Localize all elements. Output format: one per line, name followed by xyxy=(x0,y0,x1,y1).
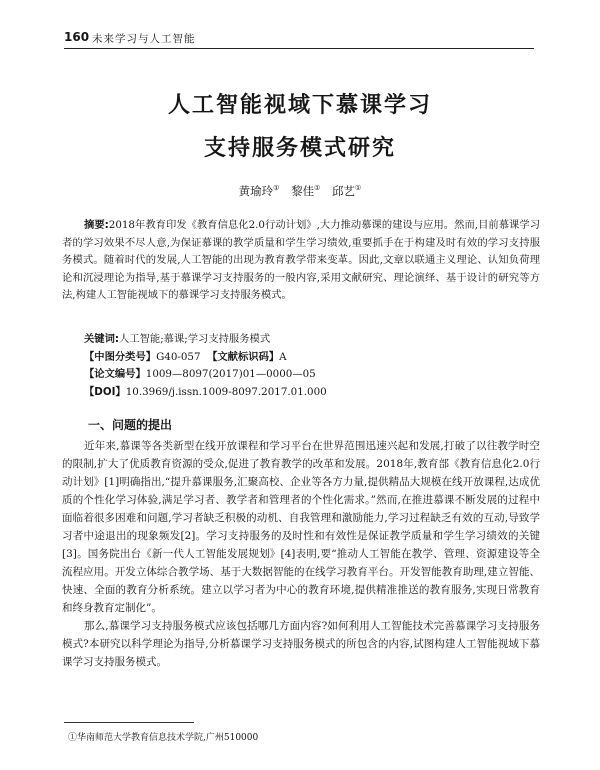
doc-code-label: 【文献标识码】 xyxy=(207,350,280,363)
author-name: 邱艺 xyxy=(332,184,356,198)
author-mark: ① xyxy=(355,184,362,193)
doi-label: 【DOI】 xyxy=(84,385,126,398)
abstract-label: 摘要: xyxy=(84,219,109,231)
author-name: 黎佳 xyxy=(291,184,315,198)
section-body xyxy=(62,437,540,671)
running-head xyxy=(64,30,534,49)
doi-value: 10.3969/j.issn.1009-8097.2017.01.000 xyxy=(125,385,327,398)
section-heading: 一、问题的提出 xyxy=(88,418,173,432)
article-metadata xyxy=(84,331,327,401)
journal-name: 未来学习与人工智能 xyxy=(92,33,196,45)
article-number-label: 【论文编号】 xyxy=(84,368,146,380)
doc-code-value: A xyxy=(279,350,287,363)
author-list xyxy=(0,183,600,199)
abstract xyxy=(62,217,540,305)
classification-value: G40-057 xyxy=(156,350,201,363)
doi-line xyxy=(84,384,327,402)
classification-label: 【中图分类号】 xyxy=(84,350,157,363)
keywords-label: 关键词: xyxy=(84,333,120,345)
body-paragraph: 那么,慕课学习支持服务模式应该包括哪几方面内容?如何利用人工智能技术完善慕课学习支持服务模式?本研究以科学理论为指导,分析慕课学习支持服务模式的所包含的内容,试图构建人工智能视域下慕课学习支持服务模式。 xyxy=(62,620,540,668)
keywords-text: 人工智能;慕课;学习支持服务模式 xyxy=(119,333,271,345)
keywords-line xyxy=(84,331,327,349)
paper-title-line1: 人工智能视域下慕课学习 xyxy=(167,93,432,118)
article-number-line xyxy=(84,366,327,384)
footnote: ①华南师范大学教育信息技术学院,广州510000 xyxy=(68,733,259,743)
author-mark: ① xyxy=(273,184,280,193)
classification-line xyxy=(84,349,327,367)
body-paragraph: 近年来,慕课等各类新型在线开放课程和学习平台在世界范围迅速兴起和发展,打破了以往教学时空的限制,扩大了优质教育资源的受众,促进了教育教学的改革和发展。2018年,教育部《教育信息化2.0行动计划》[1]明确指出,“提升慕课服务,汇聚高校、企业等各方力量,提供精品大规模在线开放课程,达成优质的个性化学习体验,满足学习者、教学者和管理者的个性化需求。”然而,在推进慕课不断发展的过程中面临着很多困难和问题,学习者缺乏积极的动机、自我管理和激励能力,学习过程缺乏有效的互动,导致学习者中途退出的现象频发[2]。学习支持服务的及时性和有效性是保证教学质量和学生学习绩效的关键[3]。国务院出台《新一代人工智能发展规划》[4]表明,要“推动人工智能在教学、管理、资源建设等全流程应用。开发立体综合教学场、基于大数据智能的在线学习教育平台。开发智能教育助理,建立智能、快速、全面的教育分析系统。建立以学习者为中心的教育环境,提供精准推送的教育服务,实现日常教育和终身教育定制化”。 xyxy=(62,440,540,614)
paper-title-line2: 支持服务模式研究 xyxy=(203,136,396,161)
author-mark: ① xyxy=(314,184,321,193)
abstract-text: 2018年教育印发《教育信息化2.0行动计划》,大力推动慕课的建设与应用。然而,目前慕课学习者的学习效果不尽人意,为保证慕课的教学质量和学生学习绩效,重要抓手在于构建及时有效的学习支持服务模式。随着时代的发展,人工智能的出现为教育教学带来变革。因此,文章以联通主义理论、认知负荷理论和沉浸理论为指导,基于慕课学习支持服务的一般内容,采用文献研究、理论演绎、基于设计的研究等方法,构建人工智能视域下的慕课学习支持服务模式。 xyxy=(62,219,541,301)
footnote-divider xyxy=(64,722,194,723)
author-name: 黄瑜玲 xyxy=(238,184,274,198)
article-number-value: 1009—8097(2017)01—0000—05 xyxy=(145,368,316,380)
page-number: 160 xyxy=(64,30,90,44)
